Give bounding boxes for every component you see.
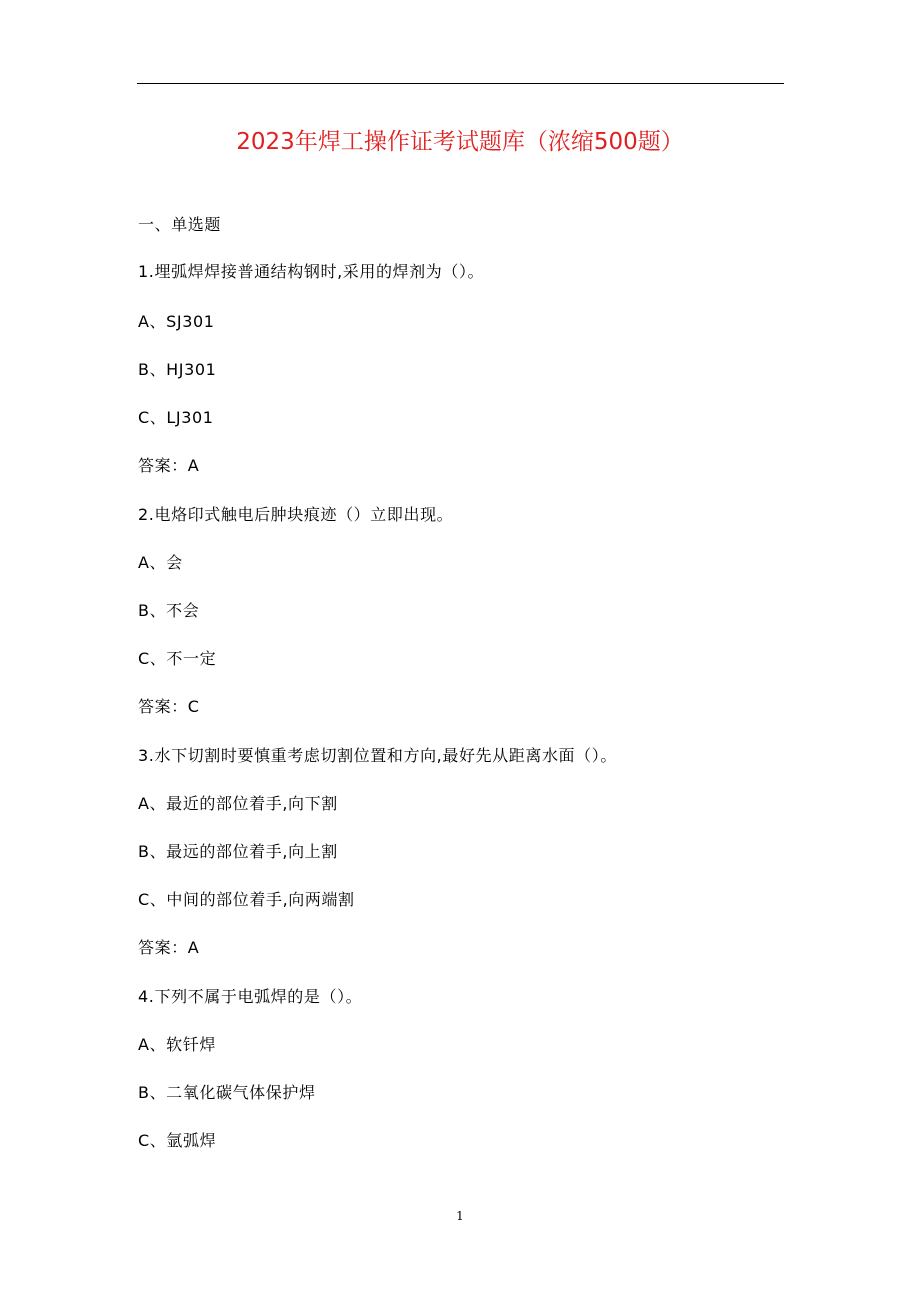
question-4-text: 4.下列不属于电弧焊的是（）。	[138, 987, 363, 1006]
page-number: 1	[456, 1209, 464, 1223]
question-4-option-a: A、软钎焊	[138, 1035, 216, 1054]
question-1-option-c: C、LJ301	[138, 408, 214, 427]
question-2-option-b: B、不会	[138, 601, 200, 620]
question-1-answer: 答案：A	[138, 456, 200, 475]
question-2-option-c: C、不一定	[138, 649, 217, 668]
question-1-option-a: A、SJ301	[138, 312, 215, 331]
question-3-answer: 答案：A	[138, 938, 200, 957]
question-3-option-b: B、最远的部位着手,向上割	[138, 842, 338, 861]
section-heading: 一、单选题	[138, 215, 222, 234]
document-title: 2023年焊工操作证考试题库（浓缩500题）	[236, 129, 684, 155]
question-2-text: 2.电烙印式触电后肿块痕迹（）立即出现。	[138, 505, 454, 524]
question-3-option-c: C、中间的部位着手,向两端割	[138, 890, 355, 909]
question-1-text: 1.埋弧焊焊接普通结构钢时,采用的焊剂为（）。	[138, 262, 485, 281]
header-rule	[137, 83, 784, 84]
question-3-option-a: A、最近的部位着手,向下割	[138, 794, 338, 813]
question-2-answer: 答案：C	[138, 697, 200, 716]
question-1-option-b: B、HJ301	[138, 360, 217, 379]
question-4-option-b: B、二氧化碳气体保护焊	[138, 1083, 316, 1102]
question-2-option-a: A、会	[138, 553, 183, 572]
question-4-option-c: C、氩弧焊	[138, 1131, 217, 1150]
question-3-text: 3.水下切割时要慎重考虑切割位置和方向,最好先从距离水面（）。	[138, 746, 617, 765]
